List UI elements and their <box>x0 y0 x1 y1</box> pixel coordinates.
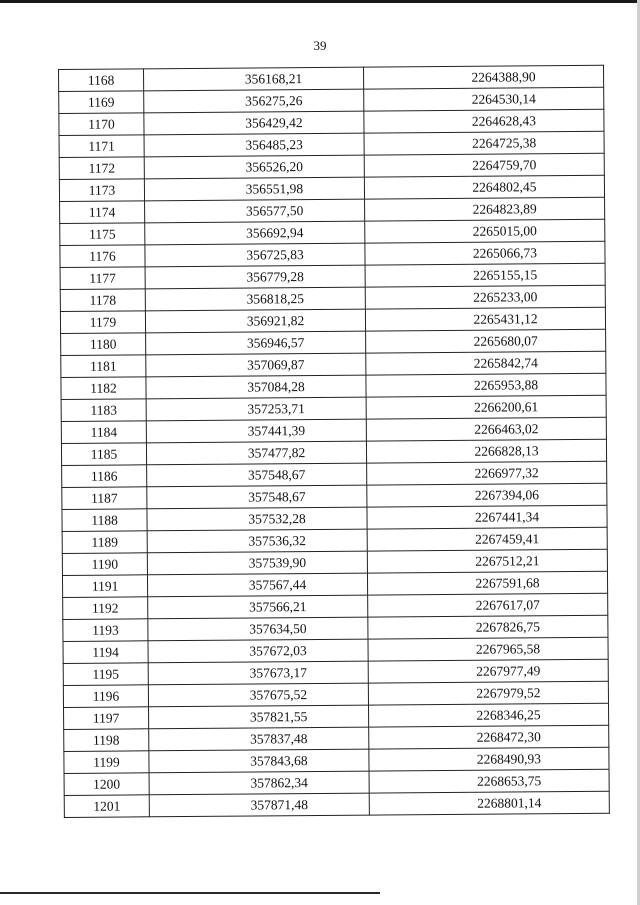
point-number-cell: 1186 <box>62 465 147 488</box>
point-number-cell: 1200 <box>64 773 149 796</box>
x-coordinate-cell: 356429,42 <box>144 111 364 135</box>
x-coordinate-cell: 357871,48 <box>149 793 369 817</box>
point-number-cell: 1192 <box>63 597 148 620</box>
point-number-cell: 1199 <box>64 751 149 774</box>
y-coordinate-cell: 2268801,14 <box>369 791 609 815</box>
coordinates-table <box>58 65 610 818</box>
y-coordinate-cell: 2266828,13 <box>366 439 606 463</box>
point-number-cell: 1175 <box>60 223 145 246</box>
point-number-cell: 1183 <box>61 399 146 422</box>
y-coordinate-cell: 2265680,07 <box>366 329 606 353</box>
point-number-cell: 1197 <box>64 707 149 730</box>
y-coordinate-cell: 2268472,30 <box>369 725 609 749</box>
y-coordinate-cell: 2267965,58 <box>368 637 608 661</box>
x-coordinate-cell: 357862,34 <box>149 771 369 795</box>
bottom-rule <box>0 892 380 894</box>
y-coordinate-cell: 2264759,70 <box>364 153 604 177</box>
x-coordinate-cell: 356485,23 <box>144 133 364 157</box>
point-number-cell: 1188 <box>62 509 147 532</box>
y-coordinate-cell: 2267394,06 <box>367 483 607 507</box>
x-coordinate-cell: 356692,94 <box>145 221 365 245</box>
x-coordinate-cell: 357539,90 <box>147 551 367 575</box>
point-number-cell: 1179 <box>60 311 145 334</box>
point-number-cell: 1193 <box>63 619 148 642</box>
y-coordinate-cell: 2265066,73 <box>365 241 605 265</box>
point-number-cell: 1176 <box>60 245 145 268</box>
point-number-cell: 1185 <box>61 443 146 466</box>
point-number-cell: 1196 <box>63 685 148 708</box>
x-coordinate-cell: 357441,39 <box>146 419 366 443</box>
point-number-cell: 1180 <box>61 333 146 356</box>
scan-top-edge <box>0 0 640 3</box>
x-coordinate-cell: 356779,28 <box>145 265 365 289</box>
x-coordinate-cell: 356946,57 <box>146 331 366 355</box>
point-number-cell: 1182 <box>61 377 146 400</box>
x-coordinate-cell: 357069,87 <box>146 353 366 377</box>
point-number-cell: 1198 <box>64 729 149 752</box>
x-coordinate-cell: 357253,71 <box>146 397 366 421</box>
x-coordinate-cell: 357634,50 <box>148 617 368 641</box>
y-coordinate-cell: 2264628,43 <box>364 109 604 133</box>
point-number-cell: 1189 <box>62 531 147 554</box>
point-number-cell: 1191 <box>62 575 147 598</box>
point-number-cell: 1174 <box>60 201 145 224</box>
y-coordinate-cell: 2267591,68 <box>367 571 607 595</box>
y-coordinate-cell: 2265155,15 <box>365 263 605 287</box>
y-coordinate-cell: 2265015,00 <box>365 219 605 243</box>
x-coordinate-cell: 357084,28 <box>146 375 366 399</box>
point-number-cell: 1178 <box>60 289 145 312</box>
x-coordinate-cell: 357672,03 <box>148 639 368 663</box>
x-coordinate-cell: 356168,21 <box>144 67 364 91</box>
x-coordinate-cell: 356551,98 <box>144 177 364 201</box>
x-coordinate-cell: 357675,52 <box>148 683 368 707</box>
y-coordinate-cell: 2267977,49 <box>368 659 608 683</box>
y-coordinate-cell: 2266463,02 <box>366 417 606 441</box>
x-coordinate-cell: 356725,83 <box>145 243 365 267</box>
y-coordinate-cell: 2267459,41 <box>367 527 607 551</box>
y-coordinate-cell: 2264388,90 <box>363 65 603 89</box>
y-coordinate-cell: 2267441,34 <box>367 505 607 529</box>
y-coordinate-cell: 2267512,21 <box>367 549 607 573</box>
x-coordinate-cell: 357567,44 <box>147 573 367 597</box>
x-coordinate-cell: 356577,50 <box>145 199 365 223</box>
point-number-cell: 1172 <box>59 157 144 180</box>
y-coordinate-cell: 2268490,93 <box>369 747 609 771</box>
x-coordinate-cell: 356275,26 <box>144 89 364 113</box>
point-number-cell: 1194 <box>63 641 148 664</box>
y-coordinate-cell: 2265842,74 <box>366 351 606 375</box>
table-row <box>64 791 609 817</box>
coordinates-table-body <box>59 65 610 817</box>
point-number-cell: 1177 <box>60 267 145 290</box>
point-number-cell: 1201 <box>64 795 149 818</box>
x-coordinate-cell: 357548,67 <box>147 463 367 487</box>
y-coordinate-cell: 2265953,88 <box>366 373 606 397</box>
x-coordinate-cell: 357532,28 <box>147 507 367 531</box>
y-coordinate-cell: 2265431,12 <box>365 307 605 331</box>
y-coordinate-cell: 2264725,38 <box>364 131 604 155</box>
x-coordinate-cell: 357536,32 <box>147 529 367 553</box>
x-coordinate-cell: 356526,20 <box>144 155 364 179</box>
point-number-cell: 1168 <box>59 69 144 92</box>
x-coordinate-cell: 357673,17 <box>148 661 368 685</box>
point-number-cell: 1173 <box>59 179 144 202</box>
point-number-cell: 1170 <box>59 113 144 136</box>
y-coordinate-cell: 2266200,61 <box>366 395 606 419</box>
point-number-cell: 1171 <box>59 135 144 158</box>
page-number: 39 <box>313 38 327 53</box>
y-coordinate-cell: 2267617,07 <box>368 593 608 617</box>
y-coordinate-cell: 2264823,89 <box>365 197 605 221</box>
y-coordinate-cell: 2268653,75 <box>369 769 609 793</box>
x-coordinate-cell: 357566,21 <box>148 595 368 619</box>
x-coordinate-cell: 357548,67 <box>147 485 367 509</box>
x-coordinate-cell: 357843,68 <box>149 749 369 773</box>
y-coordinate-cell: 2266977,32 <box>367 461 607 485</box>
point-number-cell: 1184 <box>61 421 146 444</box>
x-coordinate-cell: 357837,48 <box>149 727 369 751</box>
point-number-cell: 1181 <box>61 355 146 378</box>
point-number-cell: 1169 <box>59 91 144 114</box>
point-number-cell: 1187 <box>62 487 147 510</box>
y-coordinate-cell: 2267826,75 <box>368 615 608 639</box>
x-coordinate-cell: 356818,25 <box>145 287 365 311</box>
point-number-cell: 1195 <box>63 663 148 686</box>
x-coordinate-cell: 357821,55 <box>149 705 369 729</box>
y-coordinate-cell: 2264802,45 <box>364 175 604 199</box>
y-coordinate-cell: 2267979,52 <box>368 681 608 705</box>
x-coordinate-cell: 357477,82 <box>146 441 366 465</box>
y-coordinate-cell: 2265233,00 <box>365 285 605 309</box>
x-coordinate-cell: 356921,82 <box>145 309 365 333</box>
y-coordinate-cell: 2268346,25 <box>369 703 609 727</box>
point-number-cell: 1190 <box>62 553 147 576</box>
y-coordinate-cell: 2264530,14 <box>364 87 604 111</box>
